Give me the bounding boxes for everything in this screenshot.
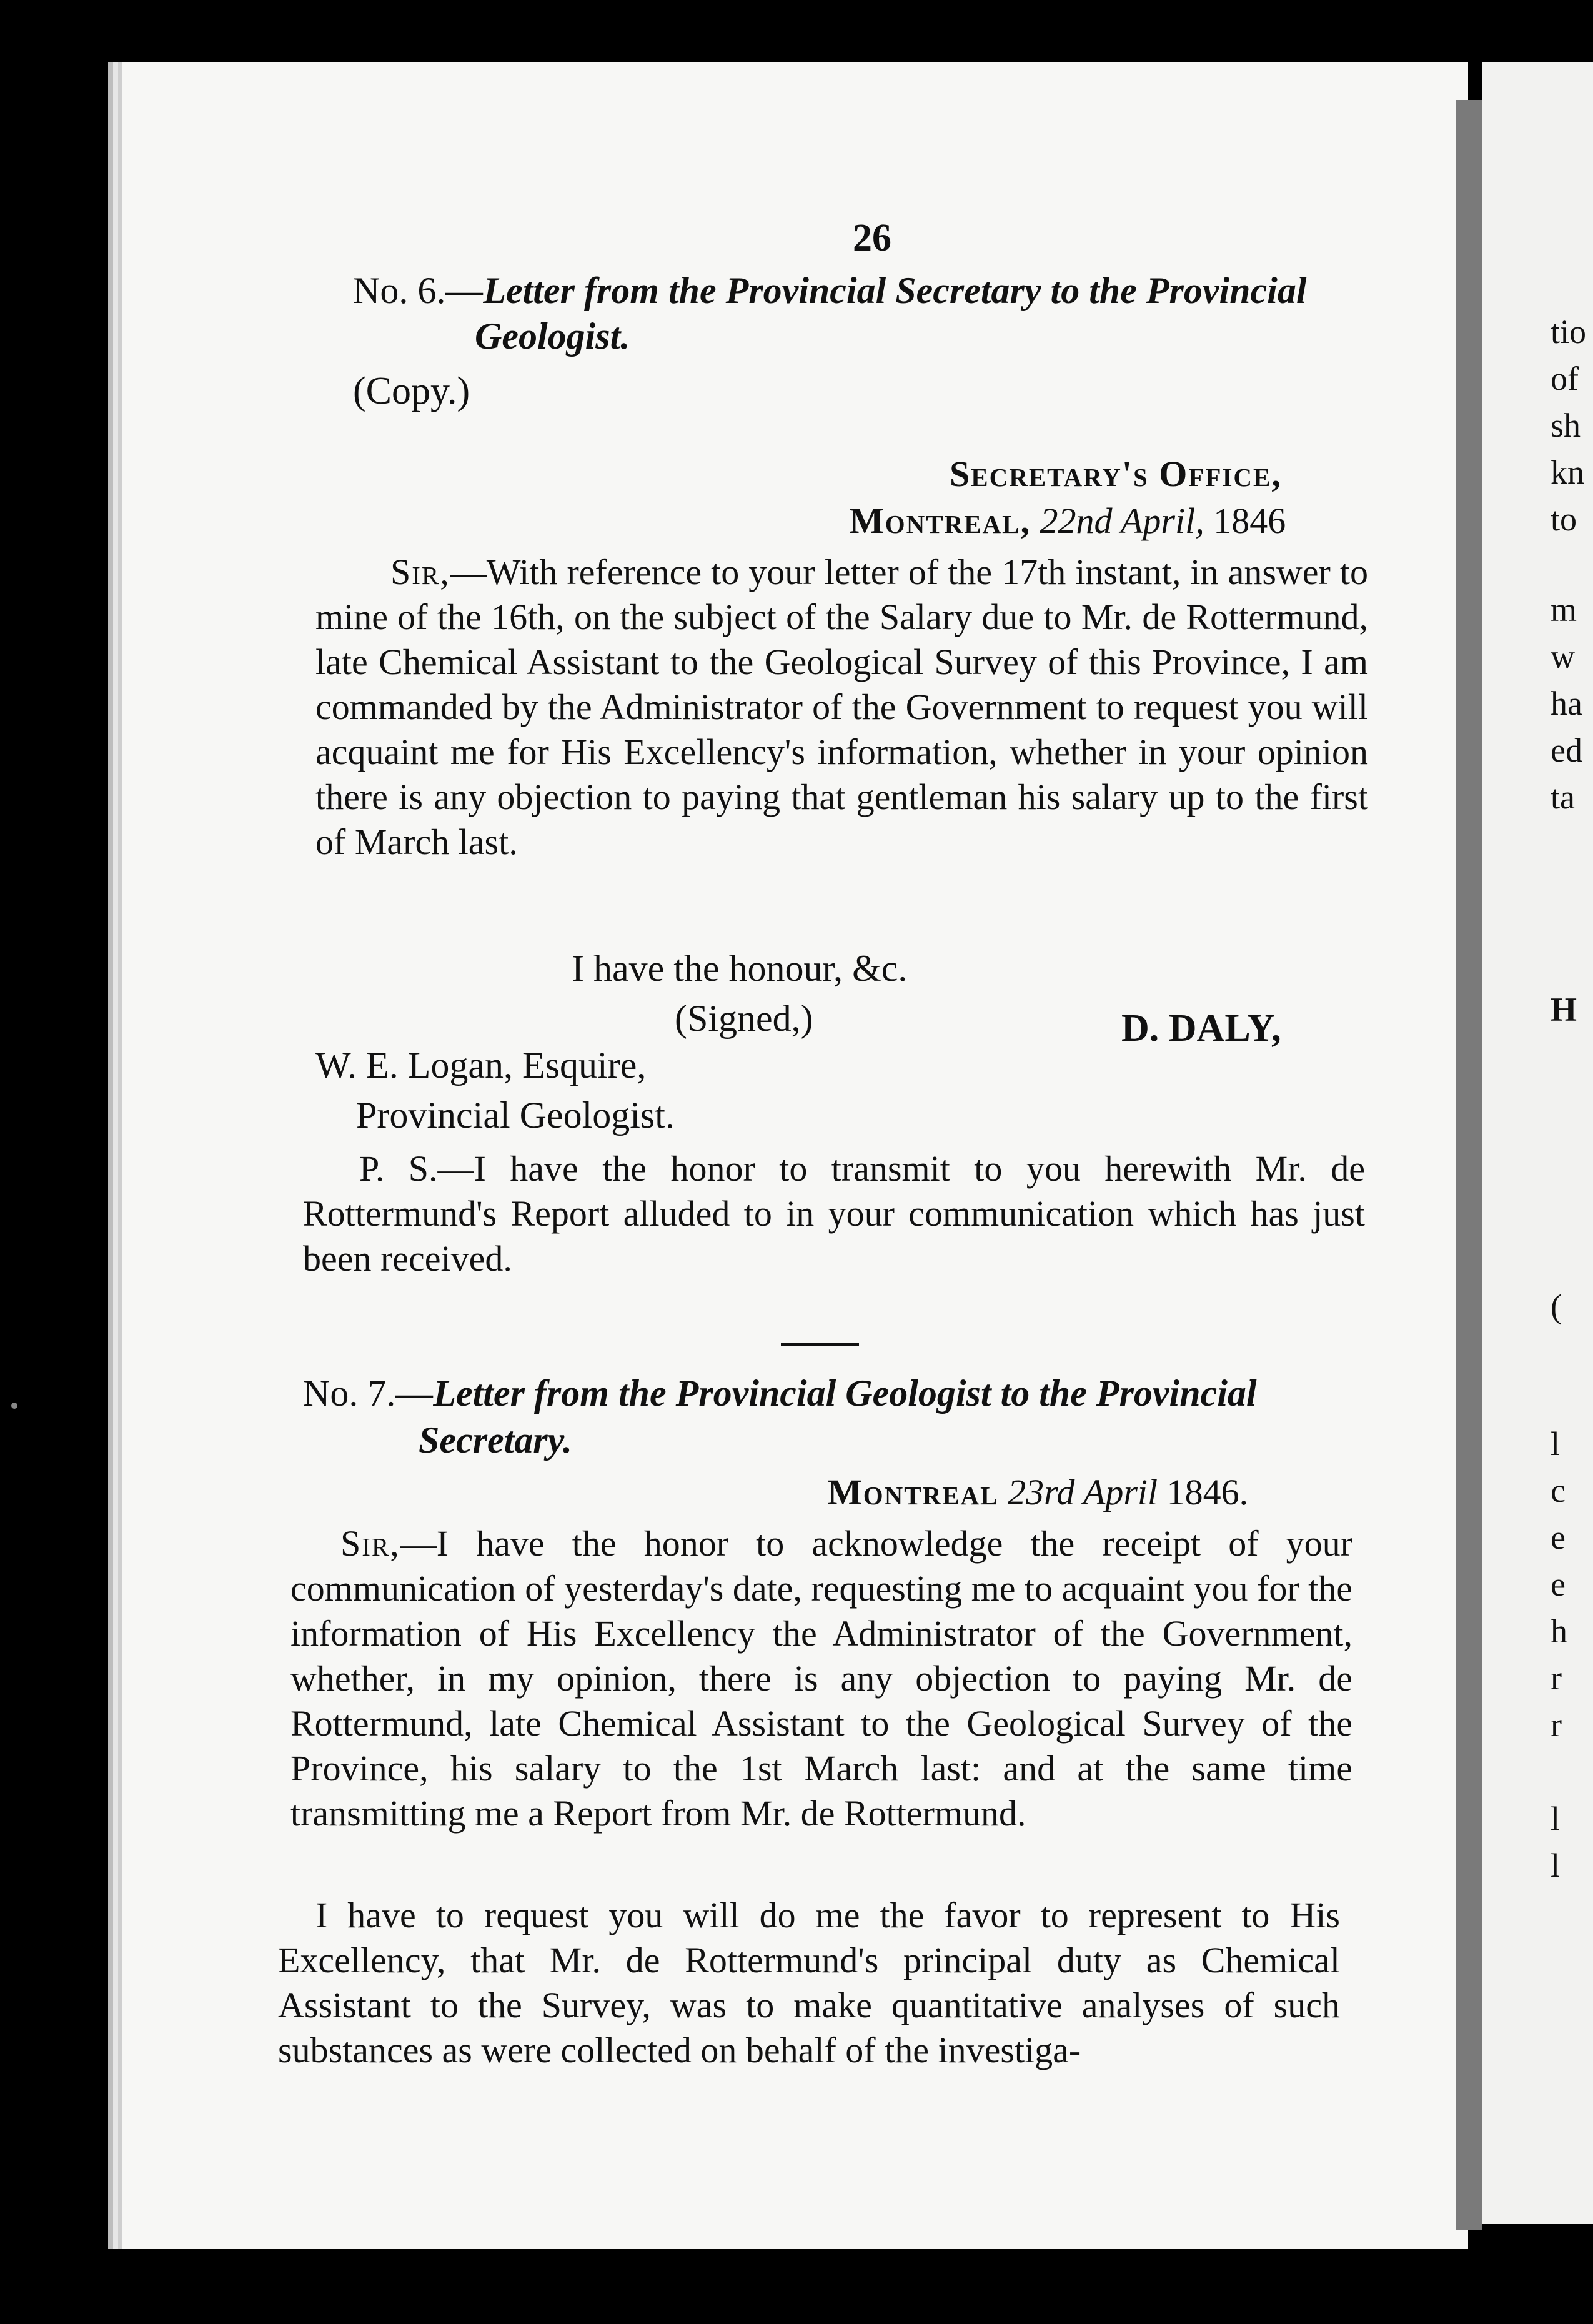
facing-line: c [1551,1472,1566,1509]
letter6-year: 1846 [1213,500,1286,541]
page-number: 26 [853,217,891,259]
letter7-place: Montreal [828,1472,999,1512]
page-gutter [1456,100,1482,2230]
letter7-place-date [828,1474,1248,1511]
facing-line: l [1551,1800,1561,1837]
facing-line: kn [1551,454,1584,491]
facing-page-fragment [1482,62,1593,2224]
letter6-salutation: Sir, [390,552,450,592]
letter6-addressee-name: W. E. Logan, Esquire, [315,1045,647,1086]
letter6-closing: I have the honour, &c. [572,948,908,989]
facing-line: sh [1551,407,1581,444]
facing-line: e [1551,1566,1566,1603]
letter7-year: 1846. [1166,1472,1249,1512]
letter6-day: 22nd April, [1040,500,1204,541]
letter6-body-text: —With reference to your letter of the 17th instant, in answer to mine of the 16th, on the subject of the Salary due to Mr. de Rottermund, late Chemical Assistant to the Geological Survey of this Province, I am commanded by the Administrator of the Government to request you will acquaint me for His Excellency's information, whether in your opinion there is any objection to paying that gentleman his salary up to the first of March last. [315,552,1368,862]
letter6-place-date [850,500,1286,541]
letter6-heading-title: —Letter from the Provincial Secretary to the Provincial [445,270,1307,311]
facing-line: ha [1551,685,1582,722]
facing-line: of [1551,360,1579,397]
facing-line: tio [1551,313,1587,350]
letter6-addressee-title: Provincial Geologist. [356,1095,675,1136]
letter7-heading [303,1374,1257,1412]
facing-line: r [1551,1659,1562,1697]
facing-line: ta [1551,778,1575,816]
letter6-heading [353,272,1307,309]
facing-line: r [1551,1706,1562,1744]
facing-line: ( [1551,1288,1562,1325]
letter6-office: Secretary's Office, [950,454,1282,494]
letter7-heading-cont: Secretary. [419,1419,573,1461]
scan-artifact [11,1403,17,1409]
letter7-day: 23rd April [1008,1472,1158,1512]
letter6-body [315,550,1368,865]
letter6-heading-cont: Geologist. [475,315,630,357]
letter7-heading-title: —Letter from the Provincial Geologist to the Provincial [395,1373,1257,1414]
facing-line: w [1551,638,1575,675]
letter6-signed: (Signed,) [675,998,813,1039]
letter6-postscript: P. S.—I have the honor to transmit to you herewith Mr. de Rottermund's Report alluded to in your communication which has just been received. [303,1148,1365,1279]
facing-line: m [1551,591,1577,628]
letter7-body [290,1521,1352,1836]
book-page [122,62,1468,2249]
letter6-heading-no: No. 6. [353,270,446,311]
facing-line: to [1551,500,1577,538]
facing-line: e [1551,1519,1566,1556]
letter7-heading-no: No. 7. [303,1373,396,1414]
letter6-place: Montreal, [850,500,1031,541]
facing-line: l [1551,1847,1561,1884]
facing-line: H [1551,991,1577,1028]
facing-line: h [1551,1612,1567,1650]
facing-line: l [1551,1425,1561,1462]
letter7-body-text: —I have the honor to acknowledge the receipt of your communication of yesterday's date, requesting me to acquaint you for the information of His Excellency the Administrator of the Government, whether, in my opinion, there is any objection to paying Mr. de Rottermund, late Chemical Assistant to the Geological Survey of the Province, his salary to the 1st March last: and at the same time transmitting me a Report from Mr. de Rottermund. [290,1523,1352,1834]
letter7-salutation: Sir, [340,1523,400,1564]
copy-label: (Copy.) [353,370,470,412]
letter7-body2: I have to request you will do me the favor to represent to His Excellency, that Mr. de Rottermund's principal duty as Chemical Assistant to the Survey, was to make quantitative analyses of such substances as were collected on behalf of the investiga- [278,1895,1340,2070]
facing-line: ed [1551,732,1582,769]
section-divider [781,1343,859,1346]
letter6-signature: D. DALY, [1121,1007,1281,1050]
